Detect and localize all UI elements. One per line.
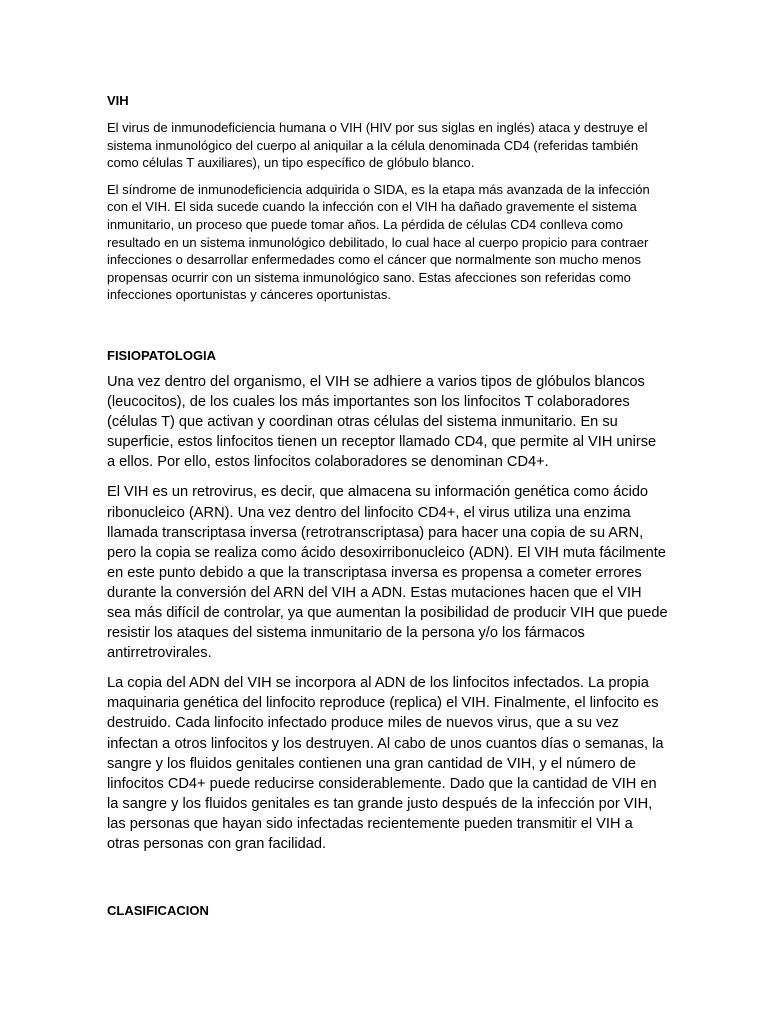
paragraph-sida-definition: El síndrome de inmunodeficiencia adquirida o SIDA, es la etapa más avanzada de la infección con el VIH. El sida sucede cuando la infección con el VIH ha dañado gravemente el sistema inmunitario, un proceso que puede tomar años. La pérdida de células CD4 conlleva como resultado en un sistema inmunológico debilitado, lo cual hace al cuerpo propicio para contraer infecciones o desarrollar enfermedades como el cáncer que normalmente son mucho menos propensas ocurrir con un sistema inmunológico sano. Estas afecciones son referidas como infecciones oportunistas y cánceres oportunistas. <box>107 181 650 303</box>
section-heading-vih: VIH <box>107 93 129 108</box>
section-spacer <box>107 313 668 347</box>
section-spacer <box>107 864 668 902</box>
section-heading-fisiopatologia: FISIOPATOLOGIA <box>107 347 217 363</box>
paragraph-fisiopatologia-2: El VIH es un retrovirus, es decir, que almacena su información genética como ácido ribonucleico (ARN). Una vez dentro del linfocito CD4+, el virus utiliza una enzima llamada transcriptasa inversa (retrotranscriptasa) para hacer una copia de su ARN, pero la copia se realiza como ácido desoxirribonucleico (ADN). El VIH muta fácilmente en este punto debido a que la transcriptasa inversa es propensa a cometer errores durante la conversión del ARN del VIH a ADN. Estas mutaciones hacen que el VIH sea más difícil de controlar, ya que aumentan la posibilidad de producir VIH que puede resistir los ataques del sistema inmunitario de la persona y/o los fármacos antirretrovirales. <box>107 484 668 662</box>
paragraph-vih-definition: El virus de inmunodeficiencia humana o VIH (HIV por sus siglas en inglés) ataca y destruye el sistema inmunológico del cuerpo al aniquilar a la célula denominada CD4 (referidas también como células T auxiliares), un tipo específico de glóbulo blanco. <box>107 120 648 171</box>
paragraph-fisiopatologia-1: Una vez dentro del organismo, el VIH se adhiere a varios tipos de glóbulos blancos (leucocitos), de los cuales los más importantes son los linfocitos T colaboradores (células T) que activan y coordinan otras células del sistema inmunitario. En su superficie, estos linfocitos tienen un receptor llamado CD4, que permite al VIH unirse a ellos. Por ello, estos linfocitos colaboradores se denominan CD4+. <box>107 373 657 471</box>
paragraph-fisiopatologia-3: La copia del ADN del VIH se incorpora al ADN de los linfocitos infectados. La propia maquinaria genética del linfocito reproduce (replica) el VIH. Finalmente, el linfocito es destruido. Cada linfocito infectado produce miles de nuevos virus, que a su vez infectan a otros linfocitos y los destruyen. Al cabo de unos cuantos días o semanas, la sangre y los fluidos genitales contienen una gran cantidad de VIH, y el número de linfocitos CD4+ puede reducirse considerablemente. Dado que la cantidad de VIH en la sangre y los fluidos genitales es tan grande justo después de la infección por VIH, las personas que hayan sido infectadas recientemente pueden transmitir el VIH a otras personas con gran facilidad. <box>107 675 664 852</box>
section-heading-clasificacion: CLASIFICACION <box>107 903 209 919</box>
